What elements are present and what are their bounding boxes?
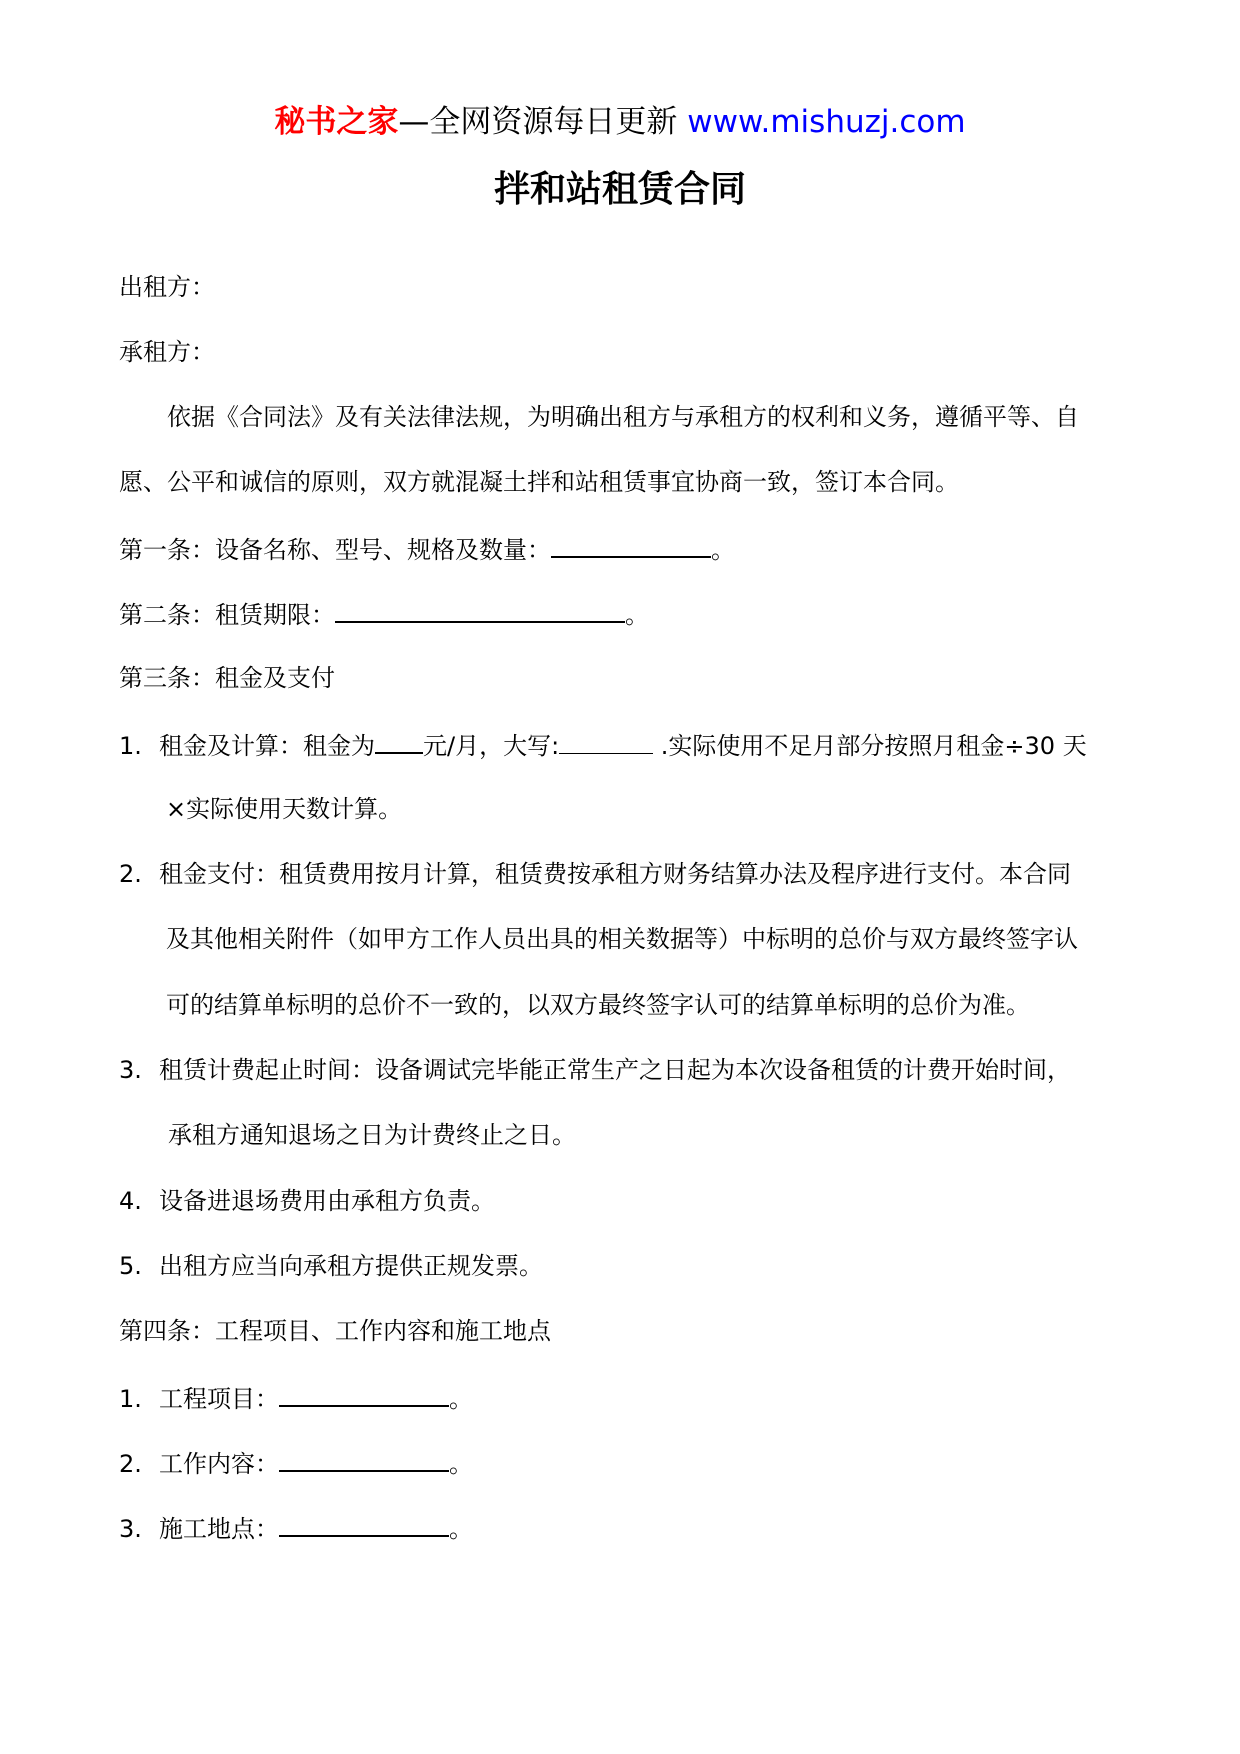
article-4-item-3 [119, 1509, 473, 1547]
article-3-item-4 [119, 1183, 495, 1219]
article-4-item-1 [119, 1379, 473, 1417]
item-end: 。 [449, 1385, 473, 1413]
item-number: 3. [119, 1515, 142, 1543]
document-title: 拌和站租赁合同 [493, 169, 746, 210]
article-1-blank[interactable] [551, 530, 711, 558]
item-number: 5. [119, 1252, 142, 1280]
item-text: 元/月，大写: [423, 732, 560, 760]
item-text: 租赁计费起止时间：设备调试完毕能正常生产之日起为本次设备租赁的计费开始时间， [159, 1056, 1071, 1084]
site-header [0, 100, 1240, 144]
item-end: 。 [449, 1450, 473, 1478]
item-text: 出租方应当向承租方提供正规发票。 [159, 1252, 543, 1280]
item-number: 2. [119, 860, 142, 888]
item-text: 租金支付：租赁费用按月计算，租赁费按承租方财务结算办法及程序进行支付。本合同 [159, 860, 1071, 888]
article-3-item-3-line-2: 承租方通知退场之日为计费终止之日。 [168, 1121, 576, 1149]
item-number: 1. [119, 732, 142, 760]
rent-uppercase-blank[interactable] [559, 727, 653, 754]
article-1-end: 。 [711, 536, 735, 564]
article-2-end: 。 [625, 601, 649, 629]
item-text: .实际使用不足月部分按照月租金÷30 天 [653, 732, 1087, 760]
site-location-label: 施工地点： [159, 1515, 279, 1543]
intro-line-1: 依据《合同法》及有关法律法规，为明确出租方与承租方的权利和义务，遵循平等、自 [167, 403, 1079, 431]
article-4-item-2 [119, 1444, 473, 1482]
item-text: 设备进退场费用由承租方负责。 [159, 1187, 495, 1215]
item-number: 2. [119, 1450, 142, 1478]
work-content-blank[interactable] [279, 1444, 449, 1472]
article-3-item-5 [119, 1248, 543, 1284]
item-number: 3. [119, 1056, 142, 1084]
article-3-item-1-cont: ×实际使用天数计算。 [166, 795, 403, 823]
article-3-item-1 [119, 726, 1087, 764]
item-end: 。 [449, 1515, 473, 1543]
site-location-blank[interactable] [279, 1509, 449, 1537]
monthly-rent-blank[interactable] [375, 726, 423, 754]
article-4-heading: 第四条：工程项目、工作内容和施工地点 [119, 1317, 551, 1345]
lessor-label: 出租方： [119, 273, 215, 301]
item-number: 4. [119, 1187, 142, 1215]
article-3-item-2-line-3: 可的结算单标明的总价不一致的，以双方最终签字认可的结算单标明的总价为准。 [166, 991, 1030, 1019]
lessee-label: 承租方： [119, 338, 215, 366]
article-2 [119, 595, 649, 633]
brand-name: 秘书之家 [274, 104, 399, 140]
article-3-item-2-line-2: 及其他相关附件（如甲方工作人员出具的相关数据等）中标明的总价与双方最终签字认 [166, 925, 1078, 953]
header-url-link[interactable]: www.mishuzj.com [687, 104, 966, 140]
article-3-item-3 [119, 1052, 1071, 1088]
article-3-item-2 [119, 856, 1071, 892]
article-3-heading: 第三条：租金及支付 [119, 664, 335, 692]
article-1-label: 第一条：设备名称、型号、规格及数量： [119, 536, 551, 564]
header-tagline: —全网资源每日更新 [398, 104, 688, 140]
item-text: 租金及计算：租金为 [159, 732, 375, 760]
article-1 [119, 530, 735, 568]
work-content-label: 工作内容： [159, 1450, 279, 1478]
item-number: 1. [119, 1385, 142, 1413]
article-2-blank[interactable] [335, 595, 625, 623]
project-blank[interactable] [279, 1379, 449, 1407]
project-label: 工程项目： [159, 1385, 279, 1413]
article-2-label: 第二条：租赁期限： [119, 601, 335, 629]
intro-line-2: 愿、公平和诚信的原则，双方就混凝土拌和站租赁事宜协商一致，签订本合同。 [119, 468, 959, 496]
